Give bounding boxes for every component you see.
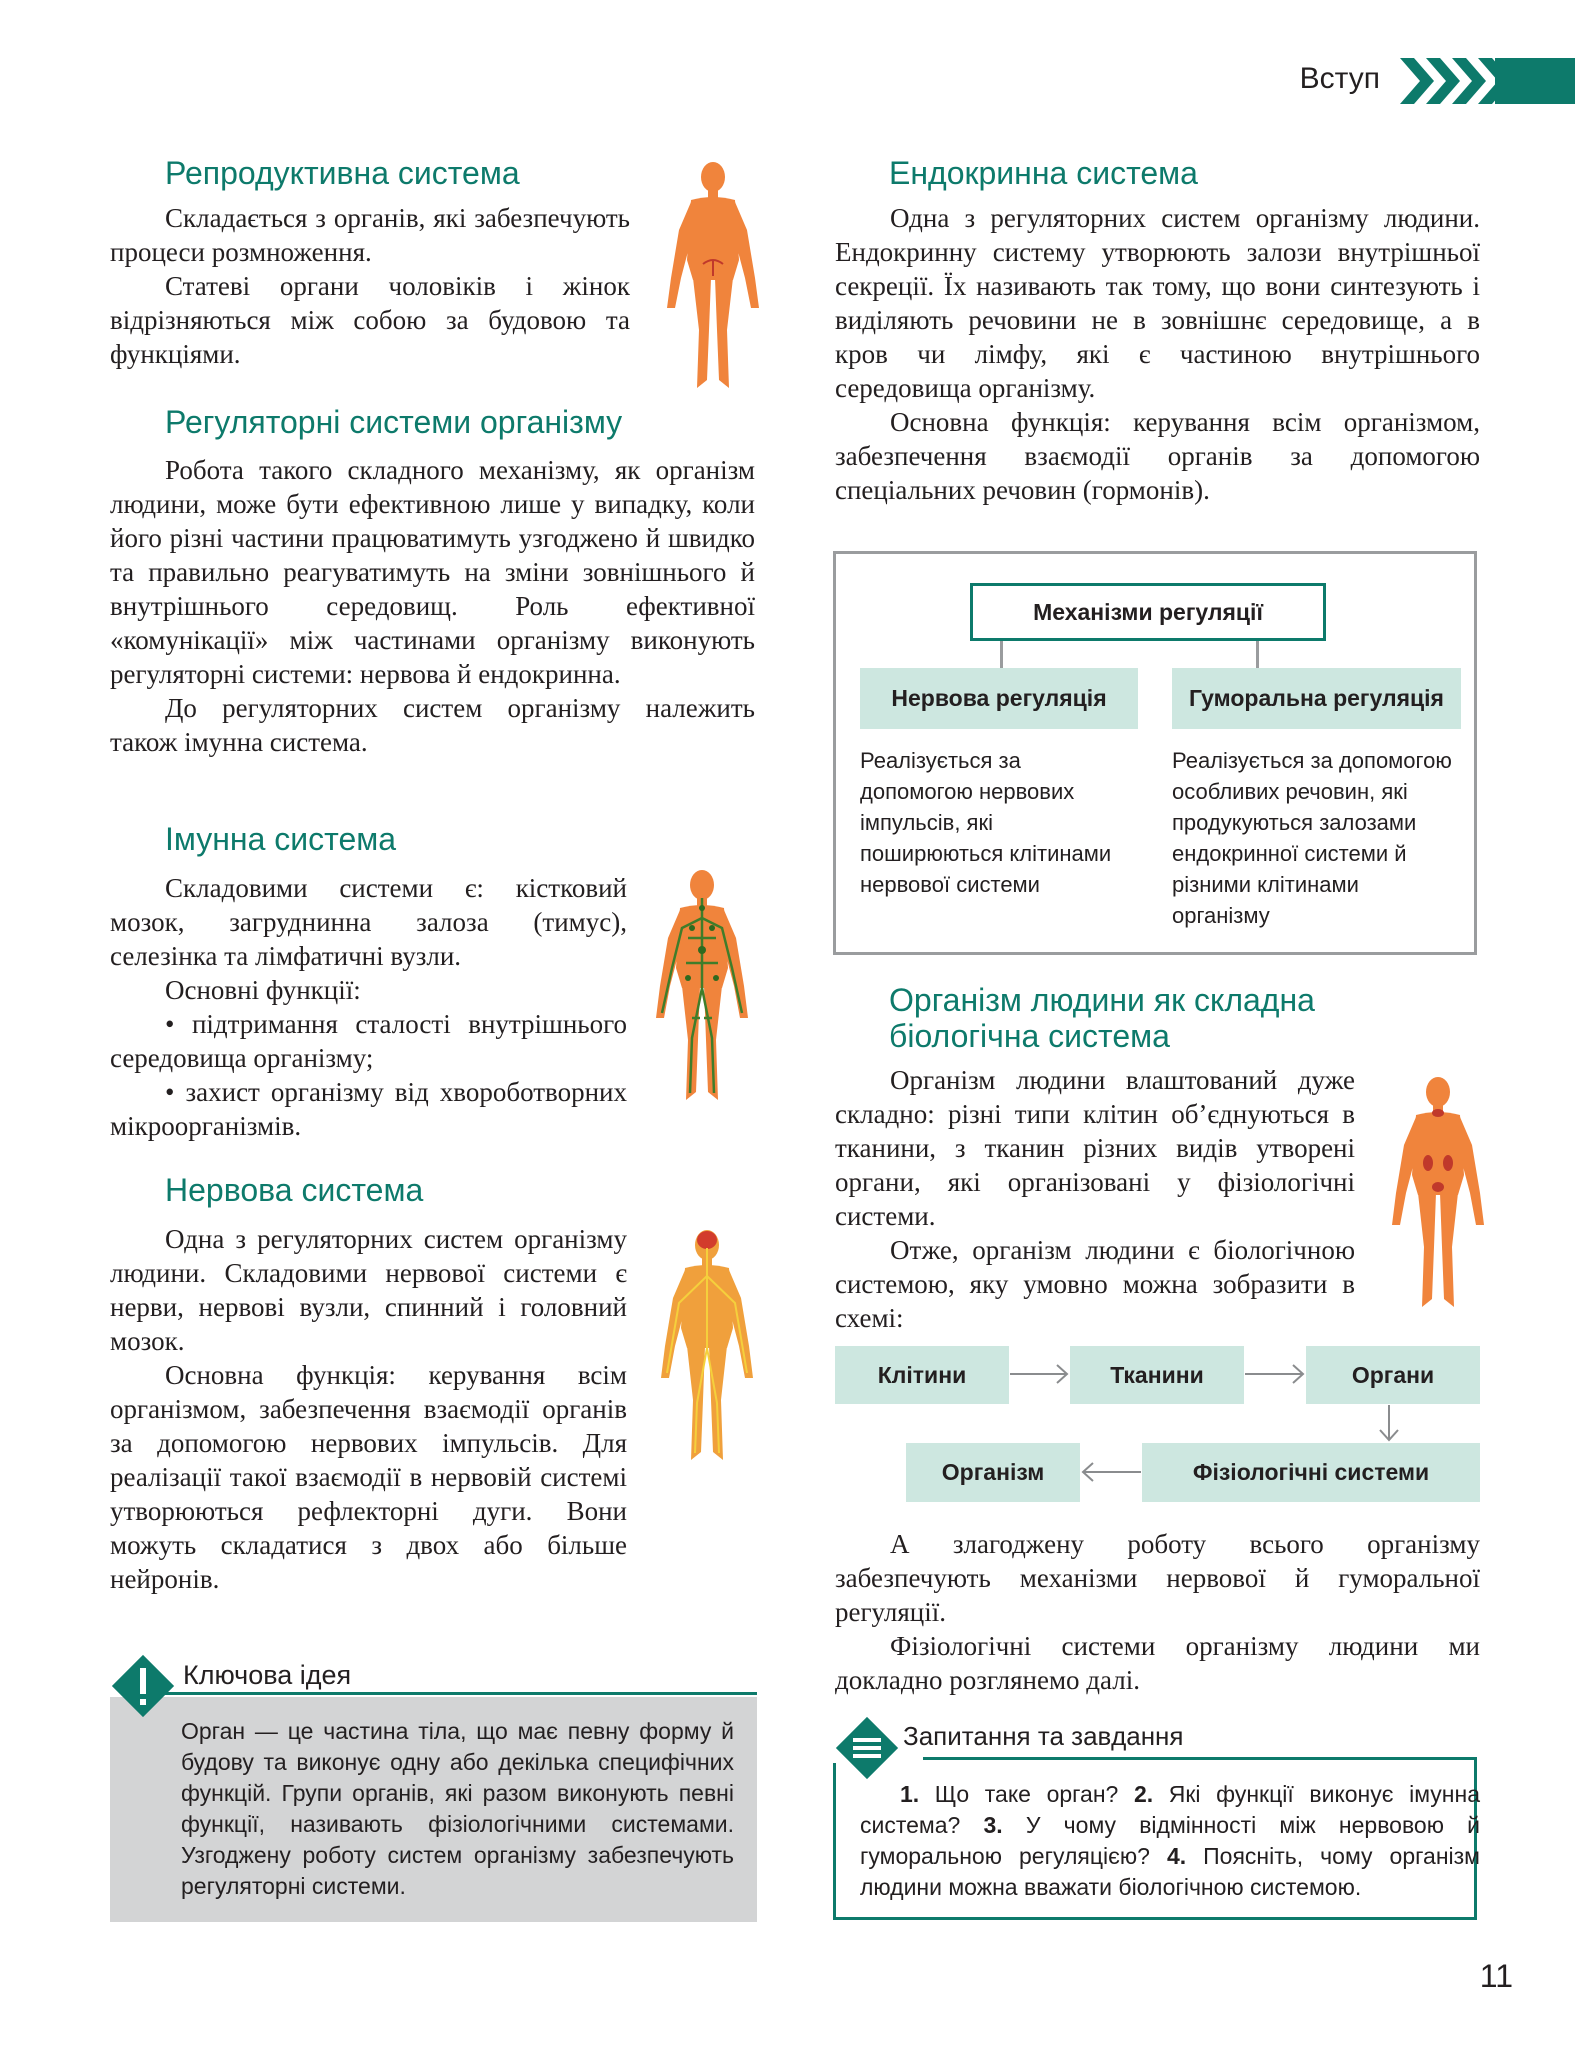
list-icon [832, 1713, 902, 1783]
connector-line [1256, 641, 1259, 668]
nervous-regulation-node: Нервова регуляція [860, 668, 1138, 729]
chevrons-icon [1400, 58, 1575, 104]
nervous-regulation-text: Реалізується за допомогою нервових імпульсів, які поширюються клітинами нервової системи [860, 748, 1112, 897]
reproductive-text: Складається з органів, які забезпечують процеси розмноження. Статеві органи чоловіків і жінок відрізняються між собою за будовою та функціями. [110, 203, 630, 369]
organism-body-figure [1388, 1075, 1488, 1311]
humoral-regulation-node: Гуморальна регуляція [1172, 668, 1461, 729]
exclamation-icon [107, 1650, 179, 1722]
reproductive-title: Репродуктивна система [165, 155, 520, 191]
questions-text: 1. Що таке орган? 2. Які функції виконує імунна система? 3. У чому відмінності між нервовою й гуморальною регуляцією? 4. Поясніть, чому організм людини можна вважати біологічною системою. [860, 1781, 1480, 1900]
regulatory-title: Регуляторні системи організму [165, 404, 623, 440]
arrow-right-icon [1244, 1362, 1306, 1386]
immune-body-figure [652, 868, 752, 1104]
page-number: 11 [1479, 1958, 1513, 1994]
endocrine-text: Одна з регуляторних систем організму людини. Ендокринну систему утворюють залози внутрішньої секреції. Їх називають так тому, що вони синтезують і виділяють речовини не в зовнішнє середовище, а в кров чи лімфу, які є частиною внутрішнього середовища організму. Основна функція: керування всім організмом, забезпечення взаємодії органів за допомогою спеціальних речовин (гормонів). [835, 203, 1480, 505]
questions-title: Запитання та завдання [903, 1721, 1184, 1751]
flow-organism: Організм [906, 1443, 1080, 1502]
key-idea-line [160, 1692, 757, 1695]
organism-title: Організм людини як складна біологічна система [889, 982, 1315, 1054]
flow-cells: Клітини [835, 1346, 1009, 1404]
arrow-right-icon [1009, 1362, 1070, 1386]
arrow-down-icon [1377, 1404, 1401, 1443]
endocrine-title: Ендокринна система [889, 155, 1198, 191]
regulatory-text: Робота такого складного механізму, як організм людини, може бути ефективною лише у випадку, коли його різні частини працюватимуть узгоджено й швидко та правильно реагуватимуть на зміни зовнішнього й внутрішнього середовищ. Роль ефективної «комунікації» між частинами організму виконують регуляторні системи: нервова й ендокринна. До регуляторних систем організму належить також імунна система. [110, 455, 755, 757]
reproductive-body-figure [663, 160, 763, 392]
organism-conclusion: А злагоджену роботу всього організму забезпечують механізми нервової й гуморальної регуляції. Фізіологічні системи організму людини ми докладно розглянемо далі. [835, 1529, 1480, 1695]
flow-physiological-systems: Фізіологічні системи [1142, 1443, 1480, 1502]
humoral-regulation-text: Реалізується за допомогою особливих речовин, які продукуються залозами ендокринної системи й різними клітинами організму [1172, 748, 1452, 928]
nervous-body-figure [657, 1228, 757, 1464]
flow-organs: Органи [1306, 1346, 1480, 1404]
immune-title: Імунна система [165, 821, 397, 857]
section-label: Вступ [1299, 62, 1380, 95]
nervous-title: Нервова система [165, 1172, 424, 1208]
connector-line [1000, 641, 1003, 668]
key-idea-text: Орган — це частина тіла, що має певну форму й будову та виконує одну або декілька специфічних функцій. Групи органів, які разом виконують певні функції, називають фізіологічними системами. Узгоджену роботу систем організму забезпечують регуляторні системи. [181, 1718, 734, 1899]
mechanisms-root-node: Механізми регуляції [970, 583, 1326, 641]
flow-tissues: Тканини [1070, 1346, 1244, 1404]
arrow-left-icon [1080, 1460, 1142, 1484]
nervous-text: Одна з регуляторних систем організму людини. Складовими нервової системи є нерви, нервові вузли, спинний і головний мозок. Основна функція: керування всім організмом, забезпечення взаємодії органів за допомогою нервових імпульсів. Для реалізації такої взаємодії в нервовій системі утворюються рефлекторні дуги. Вони можуть складатися з двох або більше нейронів. [110, 1224, 627, 1594]
organism-text: Організм людини влаштований дуже складно: різні типи клітин об’єднуються в тканини, з тканин різних видів утворені органи, які організовані у фізіологічні системи. Отже, організм людини є біологічною системою, яку умовно можна зобразити в схемі: [835, 1065, 1355, 1333]
immune-text: Складовими системи є: кістковий мозок, загруднинна залоза (тимус), селезінка та лімфатичні вузли. Основні функції: • підтримання сталості внутрішнього середовища організму; • захист організму від хвороботворних мікроорганізмів. [110, 873, 627, 1141]
key-idea-title: Ключова ідея [183, 1660, 352, 1690]
